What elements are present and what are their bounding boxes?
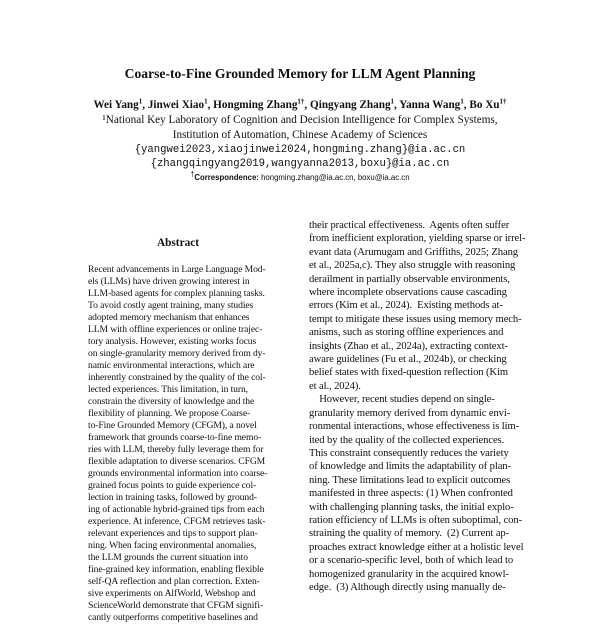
paper-title: Coarse-to-Fine Grounded Memory for LLM Agent Planning (124, 66, 476, 81)
body-text-line: or a scenario-specific level, both of which lead to (309, 555, 514, 567)
body-text-line: et al., 2025a,c). They also struggle with reasoning (309, 260, 516, 272)
body-text-line: their practical effectiveness. Agents often suffer (309, 220, 510, 231)
body-text-line: manifested in three aspects: (1) When confronted (309, 488, 513, 500)
body-text-line: anisms, such as storing offline experiences and (309, 327, 504, 339)
correspondence-note (0, 173, 600, 182)
abstract-line: to-Fine Grounded Memory (CFGM), a novel (88, 420, 257, 431)
correspondence-label: Correspondence: (194, 173, 259, 182)
body-text-line: aware guidelines (Fu et al., 2024b), or checking (309, 354, 507, 366)
abstract-line: flexible adaptation to diverse scenarios. CFGM (88, 456, 266, 467)
abstract-line: els (LLMs) have driven growing interest in (88, 276, 250, 287)
body-text-line: However, recent studies depend on single- (309, 394, 495, 406)
abstract-line: adopted memory mechanism that enhances (88, 312, 250, 323)
body-text-line: edge. (3) Although directly using manually de- (309, 581, 506, 593)
body-text-line: homogenized granularity in the acquired knowl- (309, 568, 509, 580)
abstract-line: experience. At inference, CFGM retrieves task- (88, 516, 266, 527)
abstract-line: cantly outperforms competitive baselines and (88, 612, 258, 623)
abstract-line: LLM with offline experiences or online trajec- (88, 324, 263, 335)
abstract-line: grained focus points to guide experience col- (88, 480, 257, 491)
abstract-line: the LLM grounds the current situation into (88, 552, 248, 563)
abstract-line: Recent advancements in Large Language Mod- (88, 264, 266, 275)
abstract-line: tory analysis. However, existing works focus (88, 336, 257, 347)
body-text-line: This constraint consequently reduces the variety (309, 447, 509, 459)
body-text-line: errors (Kim et al., 2024). Existing methods at- (309, 300, 503, 312)
abstract-line: fine-grained key information, enabling flexible (88, 564, 264, 575)
abstract-line: lection in training tasks, followed by ground- (88, 492, 257, 503)
body-text-line: granularity memory derived from dynamic envi- (309, 407, 511, 419)
body-text-line: ronmental interactions, whose effectiveness is lim- (309, 421, 520, 433)
introduction-column (309, 219, 531, 600)
body-text-line: straining the quality of memory. (2) Current ap- (309, 528, 510, 540)
abstract-line: self-QA reflection and plan correction. Exten- (88, 576, 260, 587)
email-line-1: {yangwei2023,xiaojinwei2024,hongming.zhang}@ia.ac.cn (134, 144, 466, 156)
abstract-heading: Abstract (156, 237, 200, 249)
body-text-line: where incomplete observations cause cascading (309, 287, 507, 299)
abstract-line: framework that grounds coarse-to-fine memo- (88, 432, 262, 443)
body-text-line: tempt to mitigate these issues using memory mech- (309, 313, 522, 325)
abstract-line: grounds environmental information into coarse- (88, 468, 268, 479)
body-text-line: et al., 2024). (309, 380, 361, 392)
abstract-line: namic environmental interactions, which are (88, 360, 255, 371)
abstract-line: ScienceWorld demonstrate that CFGM signifi- (88, 600, 264, 611)
affiliation-line-1: ¹National Key Laboratory of Cognition and Decision Intelligence for Complex Systems, (102, 114, 498, 126)
abstract-line: relevant experiences and tips to support plan- (88, 528, 258, 539)
email-line-2: {zhangqingyang2019,wangyanna2013,boxu}@ia.ac.cn (150, 158, 450, 170)
abstract-line: inherently constrained by the quality of the col- (88, 372, 266, 383)
body-text-line: with challenging planning tasks, the initial explo- (309, 501, 514, 513)
body-text-line: proaches extract knowledge either at a holistic level (309, 541, 524, 553)
abstract-line: ing of actionable hybrid-grained tips from each (88, 504, 265, 515)
author-list: Wei Yang$^1$, Jinwei Xiao$^1$, Hongming Zhang$^{1\dagger}$, Qingyang Zhang$^1$, Yanna Wang$^1$, Bo $Xu^{1\dagger}$ (93, 97, 507, 111)
affiliation-line-2: Institution of Automation, Chinese Academy of Sciences (172, 129, 428, 141)
abstract-line: ries with LLM, thereby fully leverage them for (88, 444, 264, 455)
abstract-line: ning. When facing environmental anomalies, (88, 540, 257, 551)
abstract-line: To avoid costly agent training, many studies (88, 300, 254, 311)
body-text-line: derailment in partially observable environments, (309, 273, 510, 285)
abstract-line: lected experiences. This limitation, in turn, (88, 384, 248, 395)
body-text-line: belief states with fixed-question reflection (Kim (309, 367, 508, 379)
correspondence-emails: hongming.zhang@ia.ac.cn, boxu@ia.ac.cn (261, 173, 410, 182)
abstract-body (88, 264, 268, 623)
correspondence-mark: † (190, 171, 195, 179)
abstract-line: constrain the diversity of knowledge and the (88, 396, 255, 407)
abstract-line: on single-granularity memory derived from dy- (88, 348, 266, 359)
body-text-line: evant data (Arumugam and Griffiths, 2025; Zhang (309, 246, 518, 258)
body-text-line: ning. These limitations lead to explicit outcomes (309, 474, 511, 486)
abstract-line: LLM-based agents for complex planning tasks. (88, 288, 265, 299)
abstract-line: sive experiments on AlfWorld, Webshop and (88, 588, 256, 599)
body-text-line: from inefficient exploration, yielding sparse or irrel- (309, 233, 526, 245)
body-text-line: ration efficiency of LLMs is often suboptimal, con- (309, 514, 522, 526)
body-text-line: of knowledge and limits the adaptability of plan- (309, 461, 511, 473)
body-text-line: insights (Zhao et al., 2024a), extracting context- (309, 340, 508, 352)
abstract-line: flexibility of planning. We propose Coarse- (88, 408, 251, 419)
body-text-line: ited by the quality of the collected experiences. (309, 434, 505, 446)
